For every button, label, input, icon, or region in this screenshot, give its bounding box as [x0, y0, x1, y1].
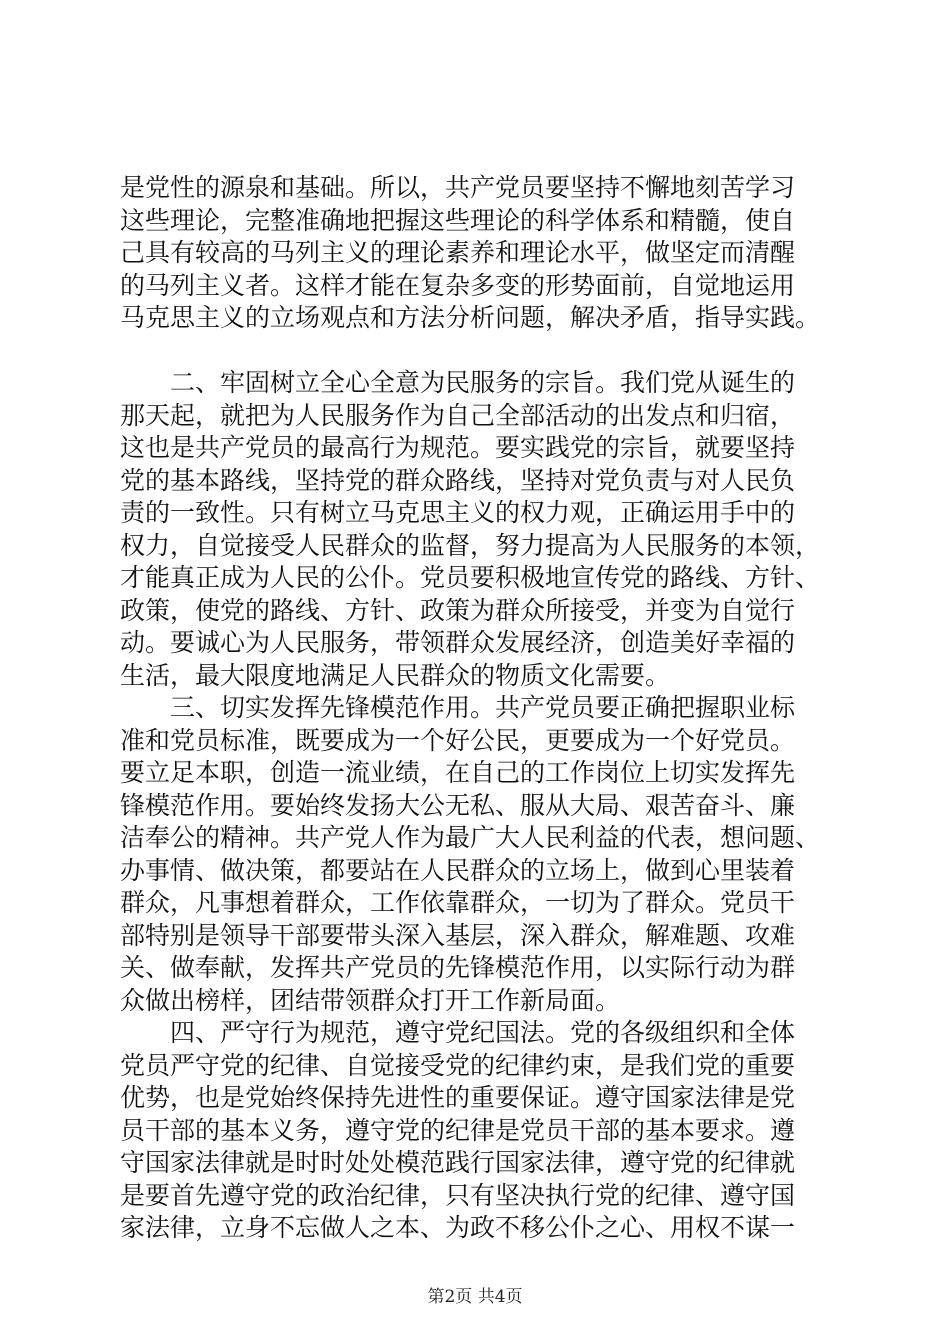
text-line: 洁奉公的精神。共产党人作为最广大人民利益的代表，想问题、: [120, 823, 821, 852]
text-line: 政策，使党的路线、方针、政策为群众所接受，并变为自觉行: [120, 595, 796, 625]
text-line: 二、牢固树立全心全意为民服务的宗旨。我们党从诞生的: [120, 368, 796, 397]
page-footer: 第2页 共4页: [427, 1287, 523, 1307]
text-line: 党的基本路线，坚持党的群众路线，坚持对党负责与对人民负: [120, 465, 796, 495]
text-line: 部特别是领导干部要带头深入基层，深入群众，解难题、攻难: [120, 920, 796, 950]
text-line: 优势，也是党始终保持先进性的重要保证。遵守国家法律是党: [120, 1083, 796, 1112]
text-line: 四、严守行为规范，遵守党纪国法。党的各级组织和全体: [120, 1018, 796, 1047]
text-line: 己具有较高的马列主义的理论素养和理论水平，做坚定而清醒: [120, 238, 796, 267]
text-line: 锋模范作用。要始终发扬大公无私、服从大局、艰苦奋斗、廉: [120, 790, 796, 820]
text-line: 众做出榜样，团结带领群众打开工作新局面。: [120, 985, 621, 1015]
text-line: 党员严守党的纪律、自觉接受党的纪律约束，是我们党的重要: [120, 1050, 796, 1080]
text-line: 那天起，就把为人民服务作为自己全部活动的出发点和归宿，: [120, 400, 796, 430]
text-line: 是党性的源泉和基础。所以，共产党员要坚持不懈地刻苦学习: [120, 173, 796, 202]
paragraph-gap: [120, 335, 840, 368]
text-line: 关、做奉献，发挥共产党员的先锋模范作用，以实际行动为群: [120, 953, 796, 982]
text-line: 是要首先遵守党的政治纪律，只有坚决执行党的纪律、遵守国: [120, 1180, 796, 1210]
text-line: 动。要诚心为人民服务，带领群众发展经济，创造美好幸福的: [120, 628, 796, 657]
text-line: 守国家法律就是时时处处模范践行国家法律，遵守党的纪律就: [120, 1148, 796, 1177]
text-line: 群众，凡事想着群众，工作依靠群众，一切为了群众。党员干: [120, 888, 796, 917]
text-line: 这些理论，完整准确地把握这些理论的科学体系和精髓，使自: [120, 205, 796, 235]
text-line: 办事情、做决策，都要站在人民群众的立场上，做到心里装着: [120, 855, 796, 885]
text-line: 家法律，立身不忘做人之本、为政不移公仆之心、用权不谋一: [120, 1213, 796, 1242]
text-line: 三、切实发挥先锋模范作用。共产党员要正确把握职业标: [120, 693, 796, 722]
body-text: [120, 172, 840, 1245]
text-line: 的马列主义者。这样才能在复杂多变的形势面前，自觉地运用: [120, 270, 796, 300]
text-line: 准和党员标准，既要成为一个好公民，更要成为一个好党员。: [120, 725, 796, 755]
text-line: 马克思主义的立场观点和方法分析问题，解决矛盾，指导实践。: [120, 303, 821, 332]
text-line: 员干部的基本义务，遵守党的纪律是党员干部的基本要求。遵: [120, 1115, 796, 1145]
text-line: 要立足本职，创造一流业绩，在自己的工作岗位上切实发挥先: [120, 758, 796, 787]
text-line: 责的一致性。只有树立马克思主义的权力观，正确运用手中的: [120, 498, 796, 527]
text-line: 权力，自觉接受人民群众的监督，努力提高为人民服务的本领，: [120, 530, 821, 560]
text-line: 生活，最大限度地满足人民群众的物质文化需要。: [120, 660, 671, 690]
text-line: 才能真正成为人民的公仆。党员要积极地宣传党的路线、方针、: [120, 563, 821, 592]
text-line: 这也是共产党员的最高行为规范。要实践党的宗旨，就要坚持: [120, 433, 796, 462]
